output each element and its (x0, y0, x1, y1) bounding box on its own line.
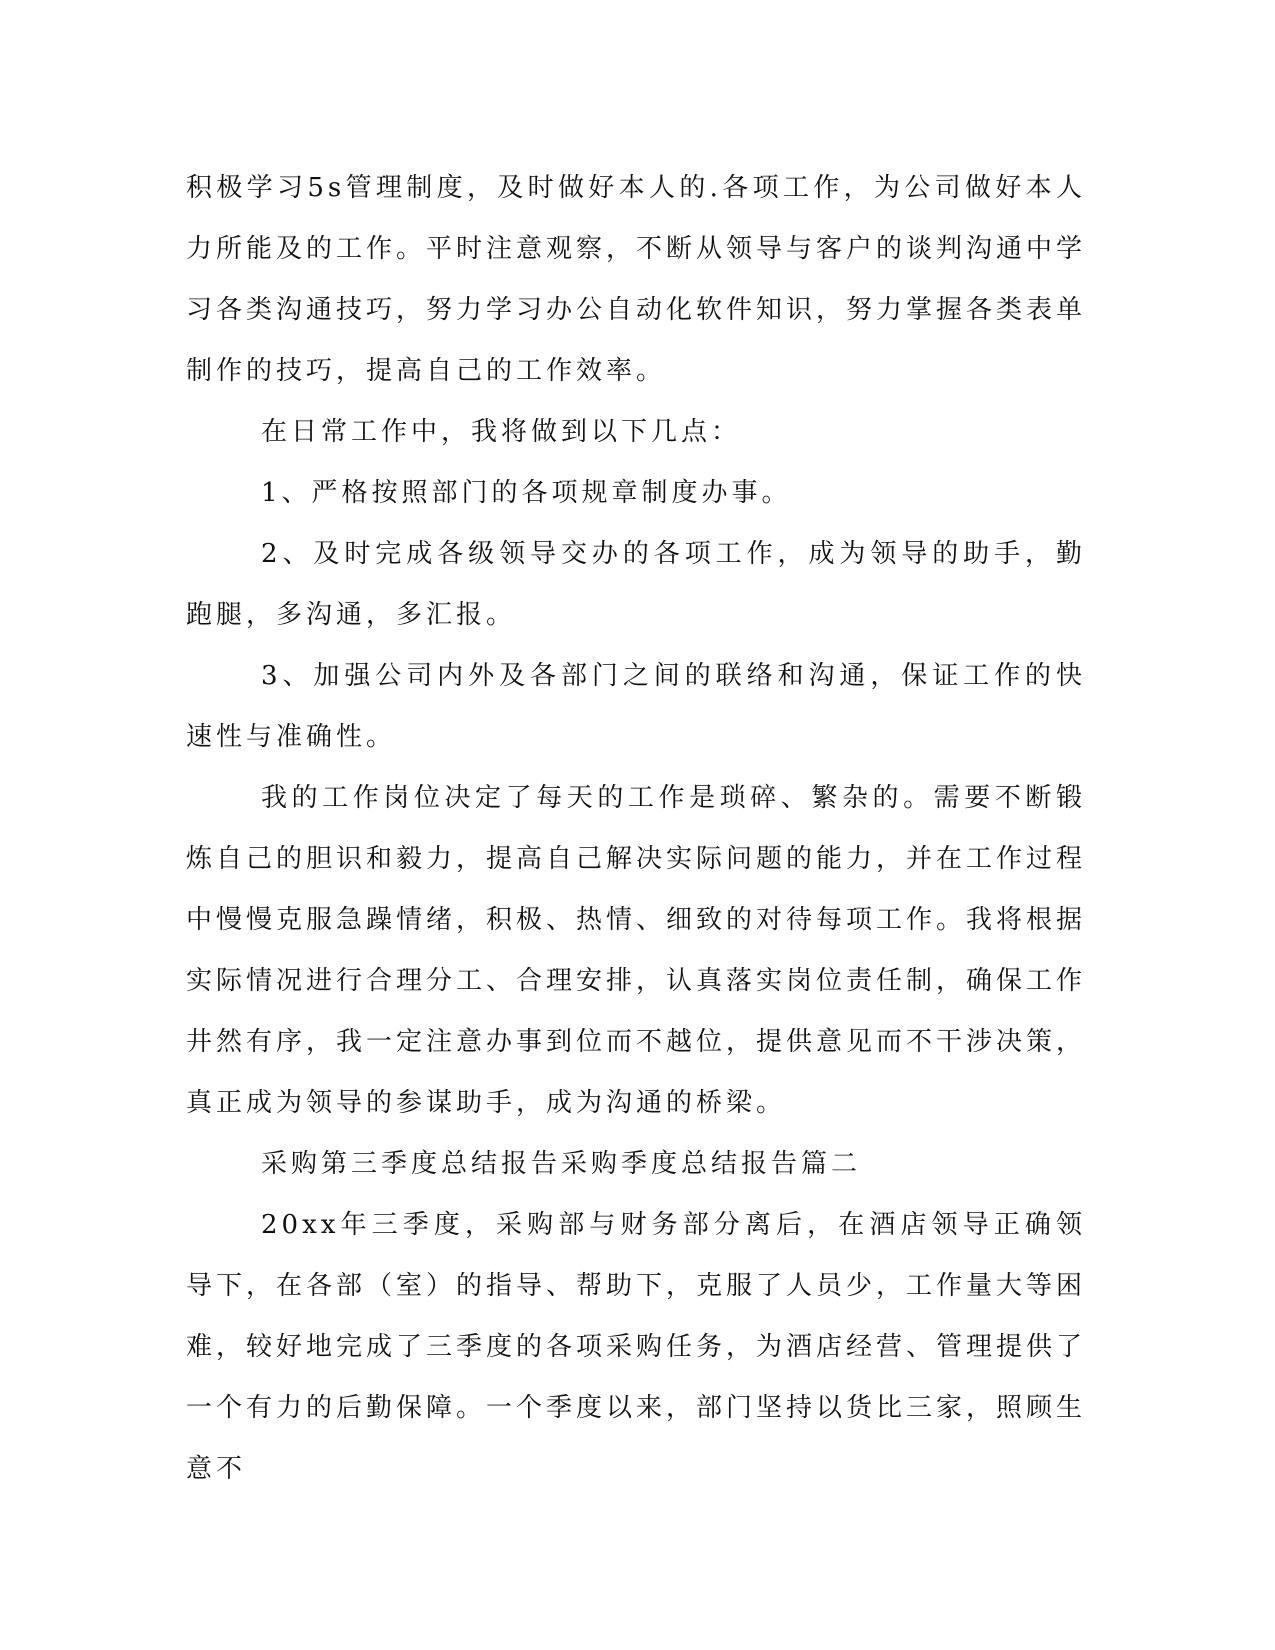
section-heading: 采购第三季度总结报告采购季度总结报告篇二 (261, 1149, 862, 1179)
paragraph-daily-work-intro: 在日常工作中，我将做到以下几点： (261, 417, 742, 447)
list-item-3: 3、加强公司内外及各部门之间的联络和沟通，保证工作的快速性与准确性。 (186, 661, 1086, 752)
paragraph-job-description: 我的工作岗位决定了每天的工作是琐碎、繁杂的。需要不断锻炼自己的胆识和毅力，提高自己解决实际问题的能力，并在工作过程中慢慢克服急躁情绪，积极、热情、细致的对待每项工作。我将根据实际情况进行合理分工、合理安排，认真落实岗位责任制，确保工作井然有序，我一定注意办事到位而不越位，提供意见而不干涉决策，真正成为领导的参谋助手，成为沟通的桥梁。 (186, 783, 1087, 1118)
paragraph-q3-summary: 20xx年三季度，采购部与财务部分离后，在酒店领导正确领导下，在各部（室）的指导、帮助下，克服了人员少，工作量大等困难，较好地完成了三季度的各项采购任务，为酒店经营、管理提供了一个有力的后勤保障。一个季度以来，部门坚持以货比三家，照顾生意不 (186, 1210, 1087, 1484)
list-item-2: 2、及时完成各级领导交办的各项工作，成为领导的助手，勤跑腿，多沟通，多汇报。 (186, 539, 1086, 630)
paragraph-work-habits: 积极学习5s管理制度，及时做好本人的.各项工作，为公司做好本人力所能及的工作。平时注意观察，不断从领导与客户的谈判沟通中学习各类沟通技巧，努力学习办公自动化软件知识，努力掌握各类表单制作的技巧，提高自己的工作效率。 (186, 173, 1087, 386)
document-body (186, 158, 1086, 1500)
list-item-1: 1、严格按照部门的各项规章制度办事。 (261, 478, 792, 508)
